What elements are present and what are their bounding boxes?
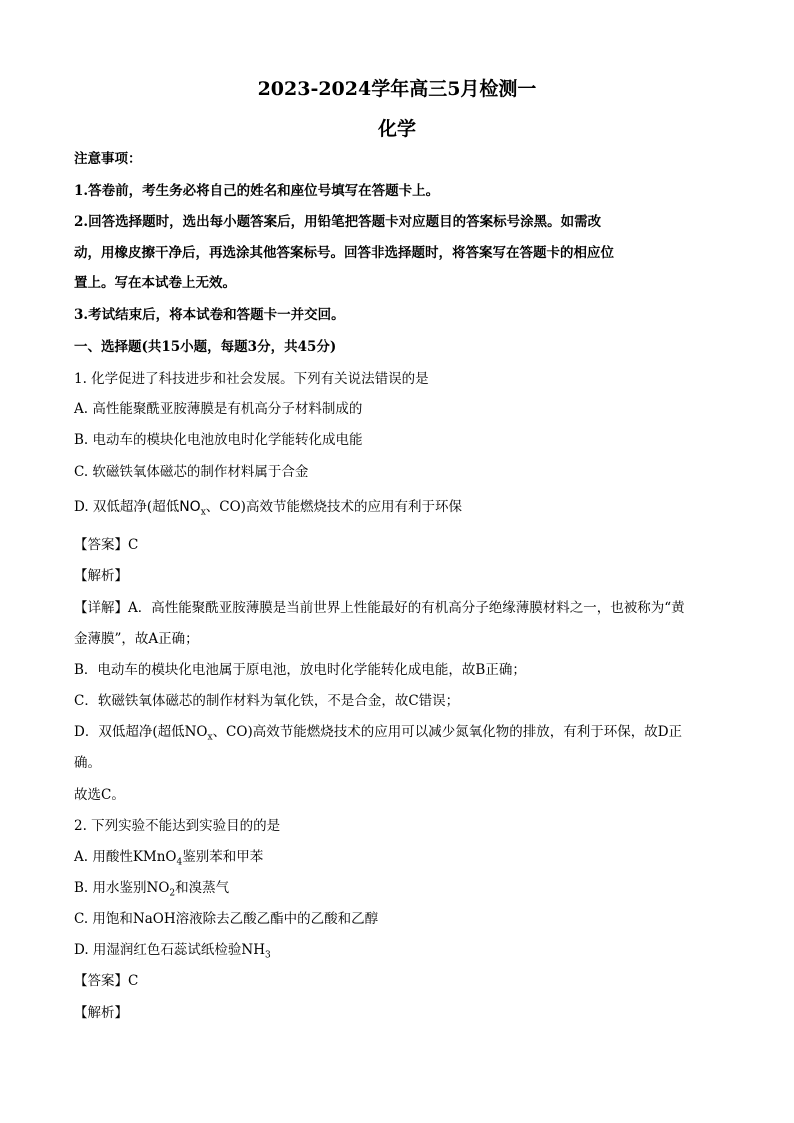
q1-detail-nox-subscript: x <box>207 732 213 743</box>
q1-detail-c: C．软磁铁氧体磁芯的制作材料为氧化铁，不是合金，故C错误； <box>74 693 460 709</box>
q1-detail-b: B．电动车的模块化电池属于原电池，放电时化学能转化成电能，故B正确； <box>74 662 526 678</box>
q1-nox-subscript: x <box>200 507 206 518</box>
q1-option-a: A. 高性能聚酰亚胺薄膜是有机高分子材料制成的 <box>74 401 363 417</box>
q2-option-a-suffix: 鉴别苯和甲苯 <box>182 849 264 865</box>
subject-title: 化学 <box>377 118 416 140</box>
q2-option-a-prefix: A. 用酸性KMnO <box>74 849 177 865</box>
exam-title: 2023-2024学年高三5月检测一 <box>257 78 537 100</box>
q1-option-d-prefix: D. 双低超净(超低 <box>74 499 180 515</box>
q1-detail-d <box>74 723 682 741</box>
q2-no2-subscript: 2 <box>169 888 176 899</box>
q2-option-b <box>74 879 229 897</box>
section-heading: 一、选择题(共15小题，每题3分，共45分) <box>74 339 337 355</box>
q2-option-b-prefix: B. 用水鉴别NO <box>74 880 170 896</box>
q1-nox-formula: NO <box>179 499 201 515</box>
q1-option-c: C. 软磁铁氧体磁芯的制作材料属于合金 <box>74 464 309 480</box>
q2-stem: 2. 下列实验不能达到实验目的的是 <box>74 818 281 834</box>
q2-option-d-prefix: D. 用湿润红色石蕊试纸检验NH <box>74 942 266 958</box>
q1-option-d-suffix: 、CO)高效节能燃烧技术的应用有利于环保 <box>205 499 462 515</box>
q2-option-a <box>74 848 263 866</box>
q1-conclusion: 故选C。 <box>74 787 125 803</box>
q1-detail-line-2: 金薄膜”，故A正确； <box>74 631 199 647</box>
q1-detail-d-line-2: 确。 <box>74 755 101 771</box>
notice-item-2-line-1: 2.回答选择题时，选出每小题答案后，用铅笔把答题卡对应题目的答案标号涂黑。如需改 <box>74 214 602 230</box>
q2-analysis-label: 【解析】 <box>74 1005 128 1021</box>
q2-nh3-subscript: 3 <box>265 950 271 961</box>
notice-item-2-line-3: 置上。写在本试卷上无效。 <box>74 275 236 291</box>
q1-option-d <box>74 498 462 516</box>
notice-item-2-line-2: 动，用橡皮擦干净后，再选涂其他答案标号。回答非选择题时，将答案写在答题卡的相应位 <box>74 245 614 261</box>
q1-detail-d-suffix: 、CO)高效节能燃烧技术的应用可以减少氮氧化物的排放，有利于环保，故D正 <box>212 724 683 740</box>
q1-stem: 1. 化学促进了科技进步和社会发展。下列有关说法错误的是 <box>74 371 429 387</box>
q2-answer: 【答案】C <box>74 973 139 989</box>
q1-option-b: B. 电动车的模块化电池放电时化学能转化成电能 <box>74 432 363 448</box>
q2-option-d <box>74 941 271 959</box>
q1-detail-line-1: 【详解】A．高性能聚酰亚胺薄膜是当前世界上性能最好的有机高分子绝缘薄膜材料之一，也被称为“黄 <box>74 600 685 616</box>
q1-detail-d-prefix: D．双低超净(超低NO <box>74 724 208 740</box>
notice-item-1: 1.答卷前，考生务必将自己的姓名和座位号填写在答题卡上。 <box>74 183 440 199</box>
q1-answer: 【答案】C <box>74 537 139 553</box>
notice-heading: 注意事项： <box>74 151 142 167</box>
q2-option-c: C. 用饱和NaOH溶液除去乙酸乙酯中的乙酸和乙醇 <box>74 911 379 927</box>
notice-item-3: 3.考试结束后，将本试卷和答题卡一并交回。 <box>74 307 345 323</box>
q2-option-b-suffix: 和溴蒸气 <box>175 880 230 896</box>
q1-analysis-label: 【解析】 <box>74 568 128 584</box>
q2-kmno4-subscript: 4 <box>176 857 183 868</box>
